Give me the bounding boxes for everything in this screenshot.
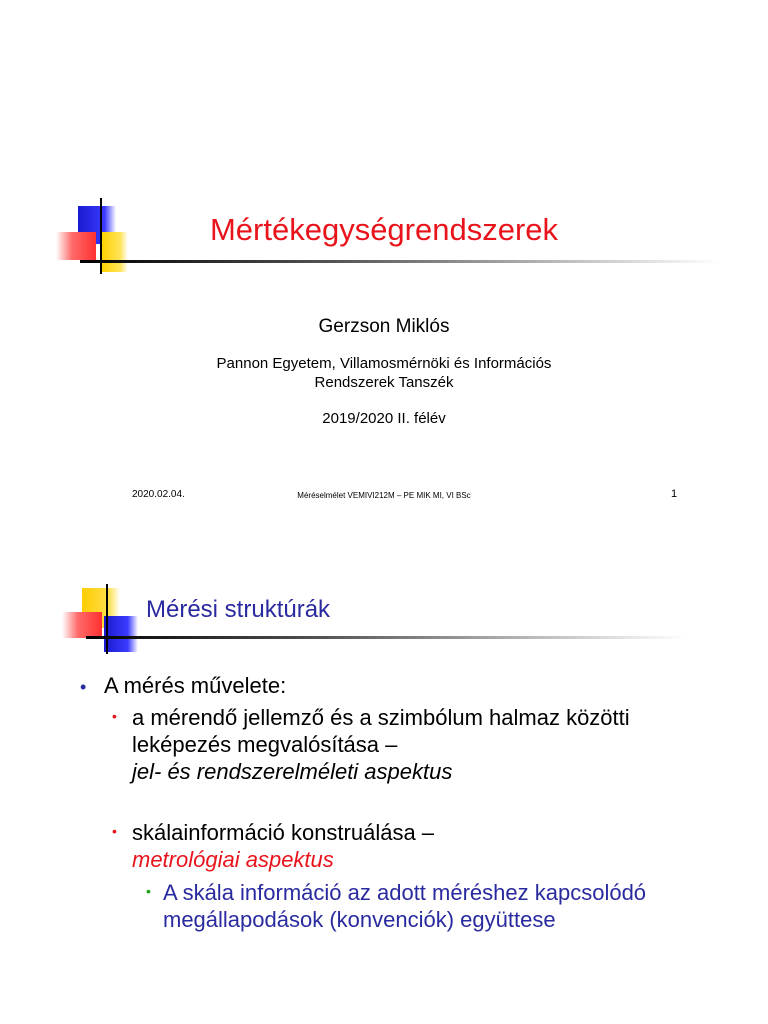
bullet-line: megállapodások (konvenciók) együttese xyxy=(163,907,556,932)
semester: 2019/2020 II. félév xyxy=(322,410,446,427)
bullet-level3-scale-info xyxy=(163,879,723,933)
bullet-line: A skála információ az adott méréshez kapcsolódó xyxy=(163,880,647,905)
bullet-line: leképezés megvalósítása – xyxy=(132,732,398,757)
affiliation-line1: Pannon Egyetem, Villamosmérnöki és Információs xyxy=(216,355,552,372)
bullet-level2-scale xyxy=(132,819,434,873)
author-name: Gerzson Miklós xyxy=(318,316,450,337)
affiliation-line2: Rendszerek Tanszék xyxy=(314,374,454,391)
bullet-level1: A mérés művelete: xyxy=(104,673,287,698)
title-underline xyxy=(80,260,720,263)
footer-page-number: 1 xyxy=(671,488,678,500)
affiliation xyxy=(0,354,768,392)
logo-vertical-line xyxy=(106,584,108,654)
bullet-line-red-italic: metrológiai aspektus xyxy=(132,847,334,872)
footer-date: 2020.02.04. xyxy=(132,489,185,500)
title-underline xyxy=(86,636,686,639)
bullet-level2-mapping xyxy=(132,704,732,785)
blue-square-icon xyxy=(104,616,138,652)
footer-course: Méréselmélet VEMIVI212M – PE MIK MI, VI BSc xyxy=(297,491,471,500)
bullet-icon: • xyxy=(146,883,151,899)
bullet-line-italic: jel- és rendszerelméleti aspektus xyxy=(132,759,453,784)
slide1-title: Mértékegységrendszerek xyxy=(209,212,559,247)
bullet-icon: • xyxy=(112,708,117,724)
slide-logo-icon xyxy=(62,584,142,664)
bullet-icon: • xyxy=(80,677,87,697)
bullet-icon: • xyxy=(112,823,117,839)
bullet-line: skálainformáció konstruálása – xyxy=(132,820,435,845)
slide2-title: Mérési struktúrák xyxy=(146,596,331,623)
red-square-icon xyxy=(62,612,102,638)
bullet-line: a mérendő jellemző és a szimbólum halmaz közötti xyxy=(132,705,630,730)
